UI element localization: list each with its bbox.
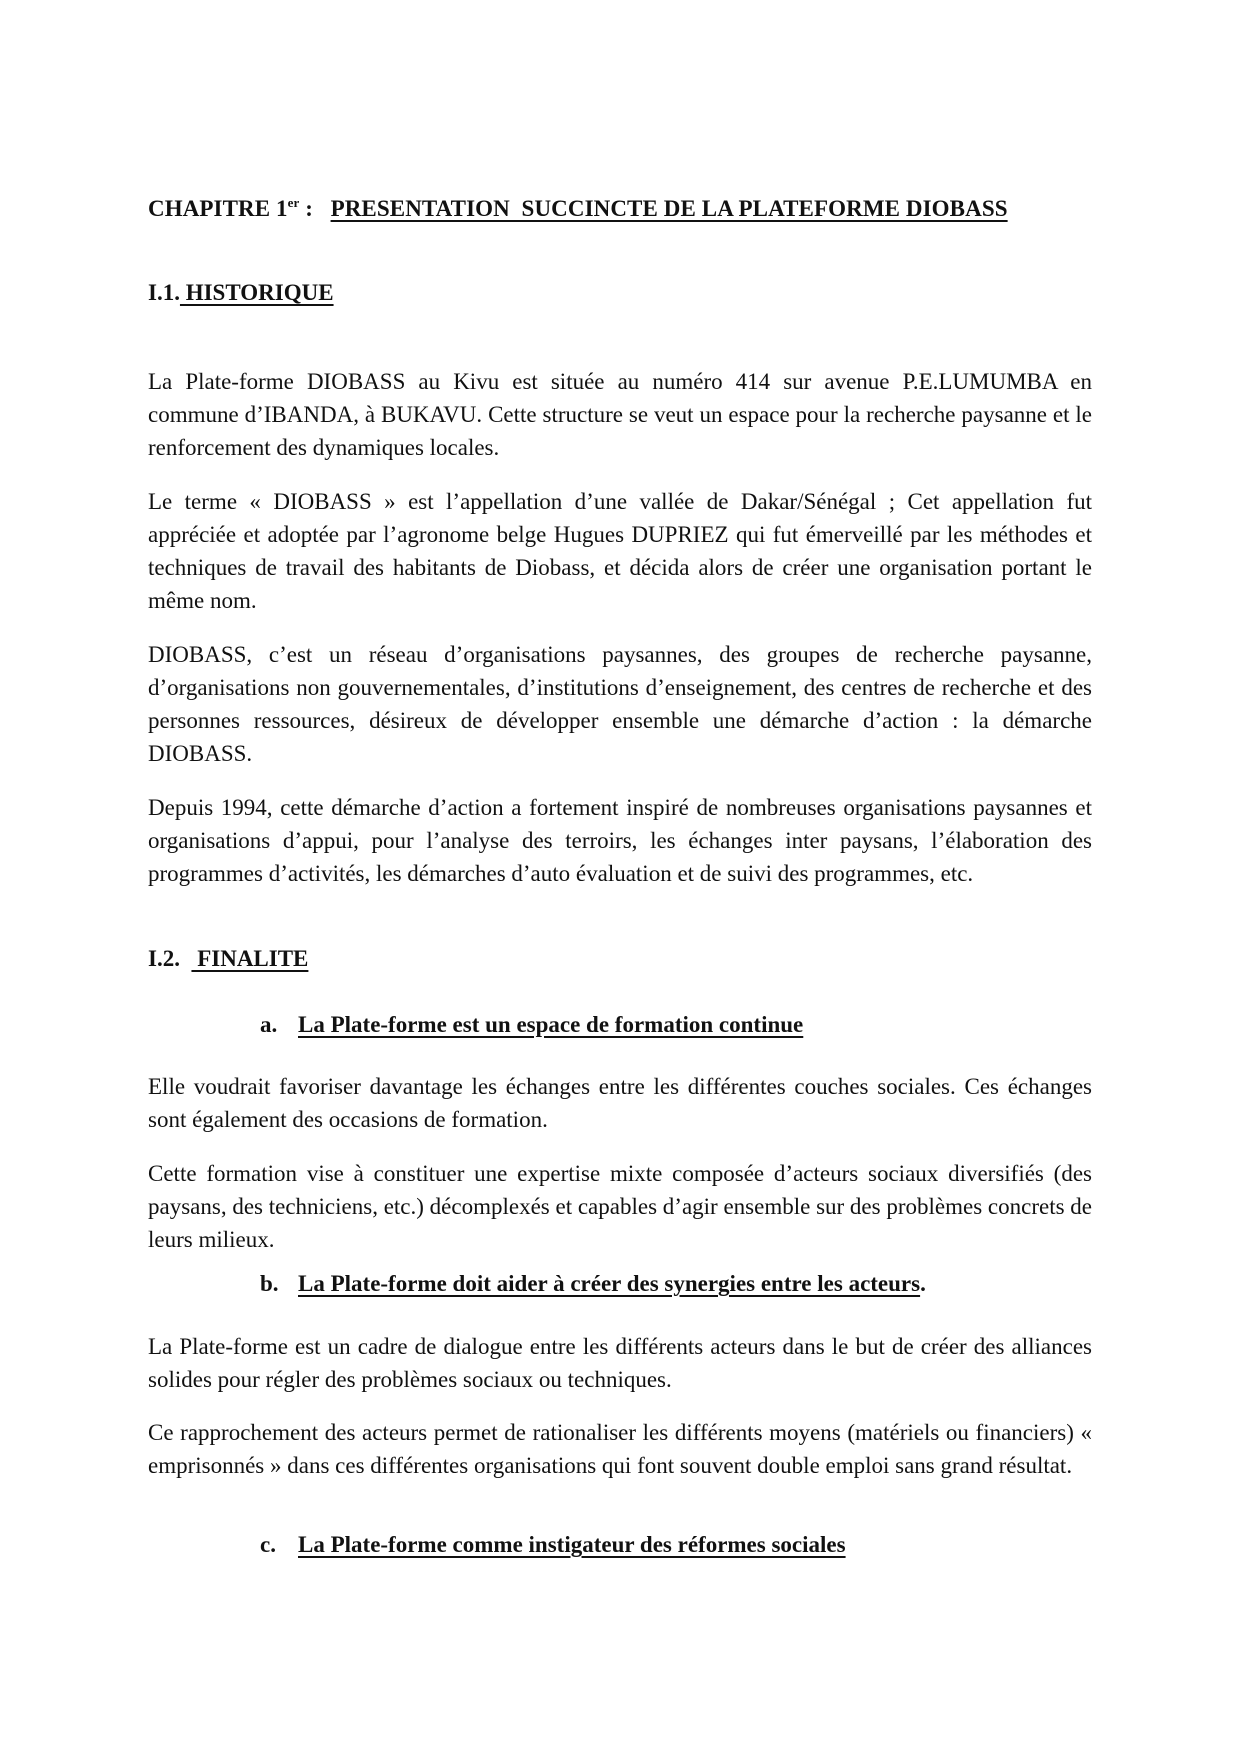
subsection-title: La Plate-forme est un espace de formation continue — [298, 1012, 804, 1037]
paragraph-expertise: Cette formation vise à constituer une expertise mixte composée d’acteurs sociaux diversifiés (des paysans, des techniciens, etc.) décomplexés et capables d’agir ensemble sur des problèmes concrets de leurs milieux. — [148, 1161, 1092, 1252]
paragraph-exchanges: Elle voudrait favoriser davantage les échanges entre les différentes couches sociales. Ces échanges sont également des occasions de formation. — [148, 1074, 1092, 1132]
subsection-heading-a — [260, 1012, 803, 1038]
subsection-suffix: . — [920, 1271, 926, 1296]
section-title: HISTORIQUE — [179, 280, 334, 305]
subsection-letter: a. — [260, 1012, 278, 1037]
section-number: I.2. — [148, 946, 192, 971]
paragraph-network: DIOBASS, c’est un réseau d’organisations paysannes, des groupes de recherche paysanne, d’organisations non gouvernementales, d’institutions d’enseignement, des centres de recherche et des personnes ressources, désireux de développer ensemble une démarche d’action : la démarche DIOBASS. — [148, 642, 1092, 766]
paragraph-dialogue: La Plate-forme est un cadre de dialogue entre les différents acteurs dans le but de créer des alliances solides pour régler des problèmes sociaux ou techniques. — [148, 1334, 1092, 1392]
chapter-superscript: er — [287, 195, 300, 210]
paragraph-diobass-name: Le terme « DIOBASS » est l’appellation d’une vallée de Dakar/Sénégal ; Cet appellation fut appréciée et adoptée par l’agronome belge Hugues DUPRIEZ qui fut émerveillé par les méthodes et techniques de travail des habitants de Diobass, et décida alors de créer une organisation portant le même nom. — [148, 489, 1092, 613]
subsection-title: La Plate-forme comme instigateur des réformes sociales — [298, 1532, 846, 1557]
section-heading-historique — [148, 280, 334, 306]
chapter-prefix: CHAPITRE 1 — [148, 196, 288, 221]
subsection-letter: b. — [260, 1271, 279, 1296]
chapter-title: PRESENTATION SUCCINCTE DE LA PLATEFORME DIOBASS — [330, 196, 1008, 221]
chapter-colon: : — [299, 196, 331, 221]
subsection-heading-c — [260, 1532, 846, 1558]
section-number: I.1. — [148, 280, 180, 305]
paragraph-location: La Plate-forme DIOBASS au Kivu est située au numéro 414 sur avenue P.E.LUMUMBA en commune d’IBANDA, à BUKAVU. Cette structure se veut un espace pour la recherche paysanne et le renforcement des dynamiques locales. — [148, 369, 1092, 460]
subsection-title: La Plate-forme doit aider à créer des synergies entre les acteurs — [298, 1271, 921, 1296]
section-title: FINALITE — [191, 946, 309, 971]
subsection-letter: c. — [260, 1532, 276, 1557]
subsection-heading-b — [260, 1271, 926, 1297]
chapter-heading — [148, 196, 1008, 222]
paragraph-history-1994: Depuis 1994, cette démarche d’action a fortement inspiré de nombreuses organisations paysannes et organisations d’appui, pour l’analyse des terroirs, les échanges inter paysans, l’élaboration des programmes d’activités, les démarches d’auto évaluation et de suivi des programmes, etc. — [148, 795, 1092, 886]
paragraph-rapprochement: Ce rapprochement des acteurs permet de rationaliser les différents moyens (matériels ou financiers) « emprisonnés » dans ces différentes organisations qui font souvent double emploi sans grand résultat. — [148, 1420, 1092, 1478]
section-heading-finalite — [148, 946, 308, 972]
